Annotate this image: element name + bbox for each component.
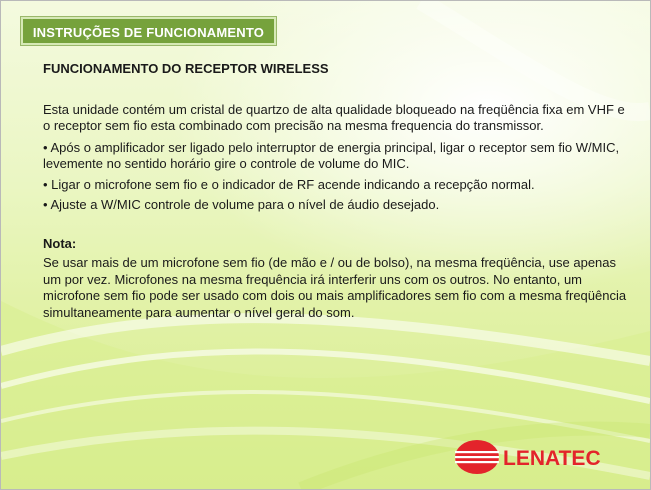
bullet-item: • Após o amplificador ser ligado pelo interruptor de energia principal, ligar o receptor sem fio W/MIC, levemente no sentido horário gire o controle de volume do MIC. — [43, 139, 620, 171]
logo-text: LENATEC — [503, 447, 601, 470]
bullet-item: • Ligar o microfone sem fio e o indicador de RF acende indicando a recepção normal. — [43, 176, 535, 192]
slide-title: INSTRUÇÕES DE FUNCIONAMENTO — [21, 17, 276, 45]
note-body: Se usar mais de um microfone sem fio (de mão e / ou de bolso), na mesma freqüência, use apenas um por vez. Microfones na mesma frequência irá interferir uns com os outros. No entanto, um microfone sem fio pode ser usado com dois ou mais amplificadores sem fio com a mesma freqüência simultaneamente para aumentar o nível geral do som. — [43, 255, 627, 320]
note-title: Nota: — [43, 235, 77, 251]
content-area — [43, 61, 628, 321]
intro-paragraph: Esta unidade contém um cristal de quartzo de alta qualidade bloqueado na freqüência fixa em VHF e o receptor sem fio esta combinado com precisão na mesma frequencia do transmissor. — [43, 101, 625, 133]
lenatec-logo — [453, 437, 628, 477]
section-heading: FUNCIONAMENTO DO RECEPTOR WIRELESS — [43, 61, 329, 76]
bullet-item: • Ajuste a W/MIC controle de volume para o nível de áudio desejado. — [43, 197, 440, 212]
lenatec-logo-mark — [453, 437, 628, 477]
